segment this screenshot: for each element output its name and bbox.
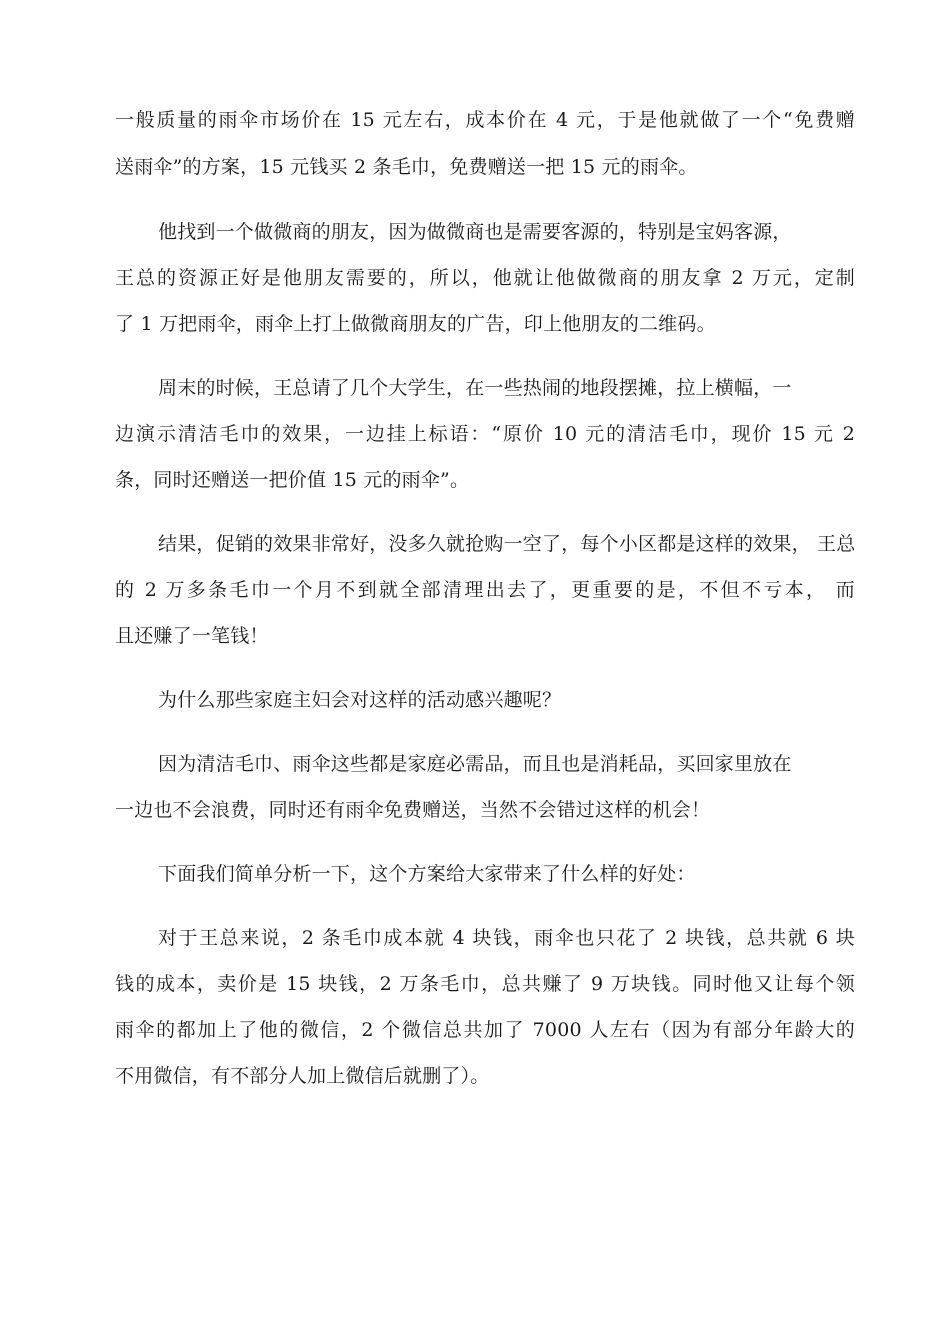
paragraph-7-line-1: 下面我们简单分析一下，这个方案给大家带来了什么样的好处： [158,863,696,885]
paragraph-8-line-2: 钱的成本，卖价是 15 块钱，2 万条毛巾，总共赚了 9 万块钱。同时他又让每个领 [115,973,855,995]
paragraph-4-line-2: 的 2 万多条毛巾一个月不到就全部清理出去了，更重要的是，不但不亏本， 而 [115,579,855,601]
paragraph-8-line-4: 不用微信，有不部分人加上微信后就删了）。 [115,1065,490,1087]
paragraph-2-line-3: 了 1 万把雨伞，雨伞上打上做微商朋友的广告，印上他朋友的二维码。 [115,313,716,335]
paragraph-8-line-3: 雨伞的都加上了他的微信，2 个微信总共加了 7000 人左右（因为有部分年龄大的 [115,1019,855,1041]
paragraph-2-line-1: 他找到一个做微商的朋友，因为做微商也是需要客源的，特别是宝妈客源， [158,221,792,243]
paragraph-2-line-2: 王总的资源正好是他朋友需要的，所以，他就让他做微商的朋友拿 2 万元，定制 [115,267,855,289]
paragraph-6-line-2: 一边也不会浪费，同时还有雨伞免费赠送，当然不会错过这样的机会！ [115,799,711,821]
paragraph-1-line-1: 一般质量的雨伞市场价在 15 元左右，成本价在 4 元，于是他就做了一个“免费赠 [115,109,855,131]
paragraph-5-line-1: 为什么那些家庭主妇会对这样的活动感兴趣呢？ [158,689,562,711]
paragraph-4-line-3: 且还赚了一笔钱！ [115,625,269,647]
paragraph-4-line-1: 结果，促销的效果非常好，没多久就抢购一空了，每个小区都是这样的效果， 王总 [158,533,856,555]
paragraph-3-line-1: 周末的时候，王总请了几个大学生，在一些热闹的地段摆摊，拉上横幅，一 [158,377,792,399]
paragraph-3-line-2: 边演示清洁毛巾的效果，一边挂上标语：“原价 10 元的清洁毛巾，现价 15 元 2 [115,423,855,445]
paragraph-3-line-3: 条，同时还赠送一把价值 15 元的雨伞”。 [115,469,470,491]
paragraph-6-line-1: 因为清洁毛巾、雨伞这些都是家庭必需品，而且也是消耗品，买回家里放在 [158,753,792,775]
paragraph-8-line-1: 对于王总来说，2 条毛巾成本就 4 块钱，雨伞也只花了 2 块钱，总共就 6 块 [158,927,855,949]
paragraph-1-line-2: 送雨伞”的方案，15 元钱买 2 条毛巾，免费赠送一把 15 元的雨伞。 [115,156,698,178]
